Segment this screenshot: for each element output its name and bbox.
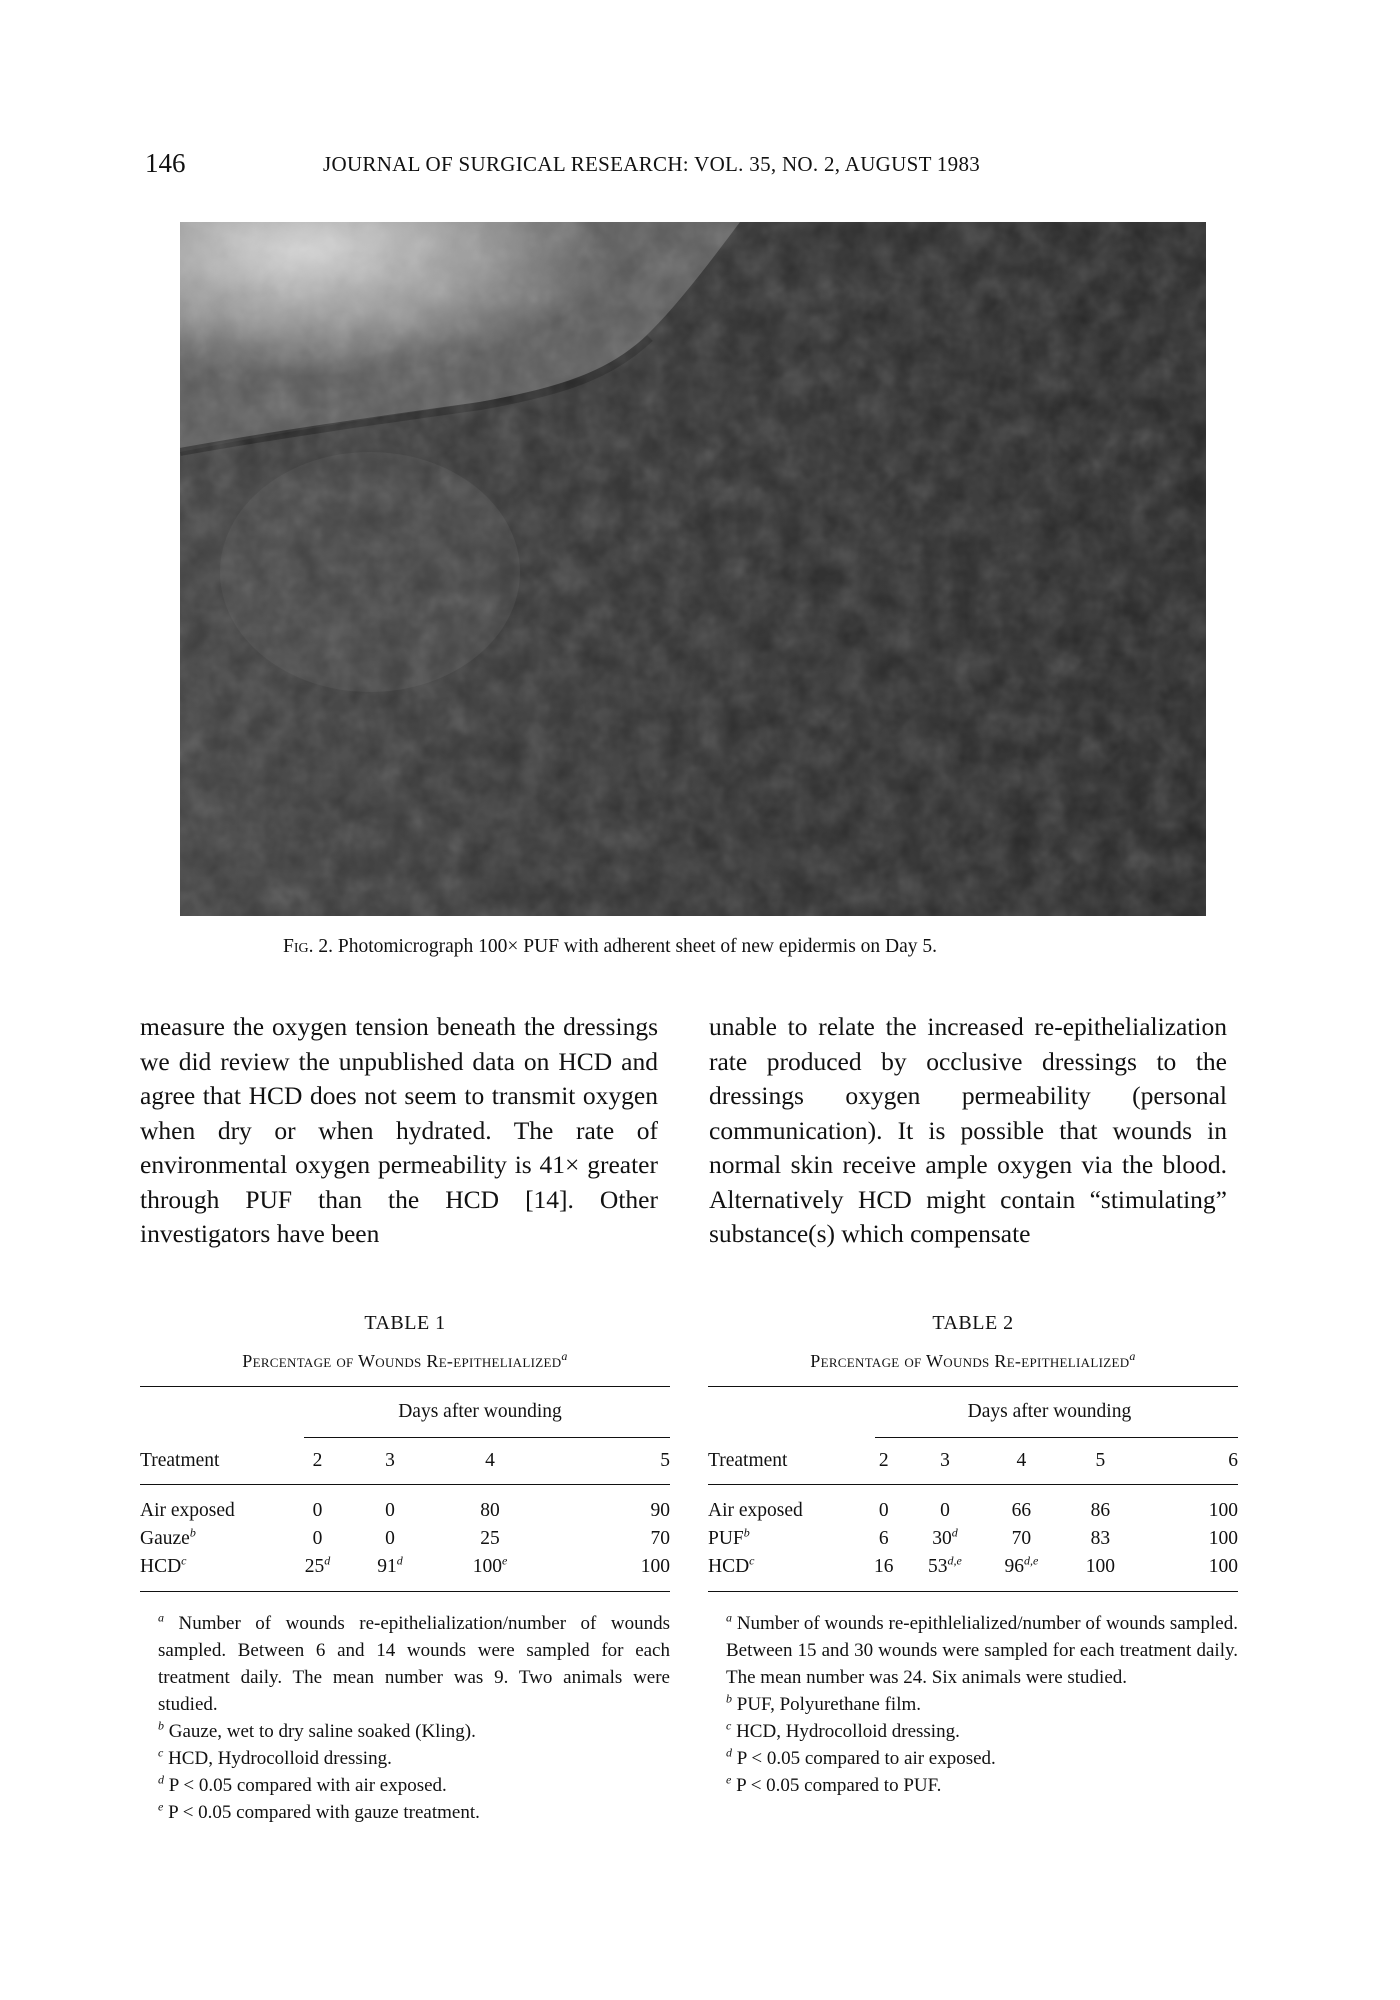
table-cell <box>1141 1525 1238 1553</box>
cell-value: 6 <box>878 1528 889 1549</box>
table-2-grid <box>708 1387 1238 1497</box>
table-cell <box>545 1553 670 1581</box>
cell-value: 0 <box>312 1528 323 1549</box>
table-title: Percentage of Wounds Re-epithelialized$^a$ <box>242 1349 568 1371</box>
column-header-day: 4 <box>1016 1450 1027 1471</box>
body-text-right-column: unable to relate the increased re-epithelialization rate produced by occlusive dressings to the dressings oxygen permeability (personal communication). It is possible that wounds in normal skin receive ample oxygen via the blood. Alternatively HCD might contain “stimulating” substance(s) which compensate <box>709 1012 1227 1248</box>
cell-value: 90 <box>650 1500 670 1521</box>
table-1-body <box>140 1497 670 1581</box>
footnote-mark: c <box>181 1553 187 1568</box>
table-row <box>708 1525 1238 1553</box>
table-cell <box>435 1525 545 1553</box>
cell-value: 80 <box>480 1500 500 1521</box>
treatment-name: HCD <box>140 1556 182 1577</box>
treatment-name: Air exposed <box>708 1500 803 1521</box>
table-1-footnotes <box>140 1610 670 1826</box>
treatment-name: HCD <box>708 1556 750 1577</box>
table-number: TABLE 2 <box>932 1312 1014 1334</box>
table-footnote <box>708 1691 1238 1718</box>
table-footnote <box>140 1772 670 1799</box>
cell-value: 86 <box>1090 1500 1111 1521</box>
footnote-text: Gauze, wet to dry saline soaked (Kling). <box>168 1721 476 1742</box>
table-cell <box>1141 1497 1238 1525</box>
table-footnote <box>708 1772 1238 1799</box>
row-label <box>708 1553 861 1581</box>
footnote-text: HCD, Hydrocolloid dressing. <box>168 1748 392 1769</box>
table-spanner: Days after wounding <box>398 1401 562 1422</box>
table-row <box>708 1497 1238 1525</box>
table-1-grid <box>140 1387 670 1497</box>
table-cell <box>1060 1553 1142 1581</box>
cell-value: 25 <box>480 1528 500 1549</box>
footnote-text: P < 0.05 compared with air exposed. <box>168 1775 447 1796</box>
table-cell <box>907 1497 983 1525</box>
table-footnote <box>708 1718 1238 1745</box>
cell-value: 0 <box>940 1500 950 1521</box>
cell-value: 0 <box>385 1500 395 1521</box>
cell-value: 100 <box>640 1556 670 1577</box>
row-label <box>708 1497 861 1525</box>
footnote-mark: d <box>158 1772 164 1787</box>
table-footnote <box>140 1610 670 1718</box>
table-spanner: Days after wounding <box>967 1401 1132 1422</box>
footnote-mark: e <box>501 1553 508 1568</box>
cell-value: 53 <box>928 1556 948 1577</box>
table-cell <box>1060 1525 1142 1553</box>
cell-value: 0 <box>878 1500 889 1521</box>
column-header-day: 4 <box>485 1450 495 1471</box>
table-cell <box>907 1525 983 1553</box>
table-footnote <box>708 1745 1238 1772</box>
figure-label: Fig. 2. <box>283 936 333 957</box>
running-header <box>145 148 1085 188</box>
table-cell <box>545 1525 670 1553</box>
row-label <box>708 1525 861 1553</box>
footnote-mark: e <box>726 1772 732 1787</box>
table-title: Percentage of Wounds Re-epithelialized$^a$ <box>810 1349 1136 1371</box>
footnote-mark: b <box>189 1525 196 1540</box>
table-cell <box>545 1497 670 1525</box>
cell-value: 91 <box>377 1556 397 1577</box>
cell-value: 25 <box>304 1556 325 1577</box>
table-row <box>140 1525 670 1553</box>
body-text-left-column: measure the oxygen tension beneath the dressings we did review the unpublished data on HCD and agree that HCD does not seem to transmit oxygen when dry or when hydrated. The rate of environmental oxygen permeability is 41× greater through PUF than the HCD [14]. Other investigators have been <box>140 1012 658 1248</box>
table-row <box>708 1553 1238 1581</box>
table-2-footnotes <box>708 1610 1238 1799</box>
treatment-name: PUF <box>708 1528 744 1549</box>
cell-value: 96 <box>1004 1556 1024 1577</box>
table-cell <box>861 1497 907 1525</box>
footnote-text: P < 0.05 compared to PUF. <box>736 1775 942 1796</box>
footnote-mark: b <box>743 1525 750 1540</box>
figure-caption <box>283 936 937 958</box>
treatment-name: Gauze <box>140 1528 190 1549</box>
table-footnote <box>140 1799 670 1826</box>
footnote-text: Number of wounds re-epithelialization/number of wounds sampled. Between 6 and 14 wounds were sampled for each treatment daily. The mean number was 9. Two animals were studied. <box>158 1613 671 1715</box>
table-row <box>140 1497 670 1525</box>
column-header-treatment: Treatment <box>708 1450 788 1471</box>
table-cell <box>983 1525 1059 1553</box>
treatment-name: Air exposed <box>140 1500 235 1521</box>
table-footnote <box>140 1718 670 1745</box>
column-header-day: 3 <box>940 1450 950 1471</box>
footnote-text: HCD, Hydrocolloid dressing. <box>736 1721 960 1742</box>
column-header-day: 3 <box>385 1450 395 1471</box>
footnote-text: Number of wounds re-epithlelialized/number of wounds sampled. Between 15 and 30 wounds were sampled for each treatment daily. The mean number was 24. Six animals were studied. <box>726 1613 1238 1688</box>
footnote-mark: c <box>158 1745 164 1760</box>
table-cell <box>1060 1497 1142 1525</box>
table-1 <box>140 1312 670 1826</box>
figure-caption-text: Photomicrograph 100× PUF with adherent sheet of new epidermis on Day 5. <box>337 936 938 957</box>
footnote-text: P < 0.05 compared to air exposed. <box>736 1748 996 1769</box>
footnote-mark: c <box>749 1553 755 1568</box>
table-cell <box>290 1497 345 1525</box>
cell-value: 66 <box>1011 1500 1032 1521</box>
table-cell <box>290 1553 345 1581</box>
table-2-body <box>708 1497 1238 1581</box>
footnote-mark: b <box>158 1718 164 1733</box>
row-label <box>140 1553 290 1581</box>
table-2 <box>708 1312 1238 1799</box>
table-footnote <box>708 1610 1238 1691</box>
column-header-day: 2 <box>312 1450 323 1471</box>
table-cell <box>1141 1553 1238 1581</box>
cell-value: 0 <box>312 1500 323 1521</box>
cell-value: 70 <box>1011 1528 1032 1549</box>
cell-value: 100 <box>1085 1556 1115 1577</box>
table-cell <box>983 1497 1059 1525</box>
table-cell <box>907 1553 983 1581</box>
cell-value: 100 <box>472 1556 502 1577</box>
table-cell <box>435 1553 545 1581</box>
table-cell <box>290 1525 345 1553</box>
footnote-text: PUF, Polyurethane film. <box>736 1694 921 1715</box>
table-cell <box>345 1553 435 1581</box>
footnote-mark: b <box>726 1691 732 1706</box>
footnote-mark: c <box>726 1718 732 1733</box>
column-header-day: 5 <box>660 1450 670 1471</box>
footnote-mark: a <box>158 1610 164 1625</box>
column-header-day: 2 <box>878 1450 889 1471</box>
journal-title: JOURNAL OF SURGICAL RESEARCH: VOL. 35, NO. 2, AUGUST 1983 <box>323 152 981 176</box>
column-header-day: 6 <box>1228 1450 1238 1471</box>
row-label <box>140 1497 290 1525</box>
page-number: 146 <box>145 148 186 178</box>
table-cell <box>861 1525 907 1553</box>
table-cell <box>345 1525 435 1553</box>
table-footnote <box>140 1745 670 1772</box>
column-header-day: 5 <box>1095 1450 1106 1471</box>
footnote-mark: d,e <box>947 1553 962 1568</box>
table-cell <box>983 1553 1059 1581</box>
footnote-text: P < 0.05 compared with gauze treatment. <box>168 1802 480 1823</box>
cell-value: 0 <box>385 1528 395 1549</box>
footnote-mark: a <box>726 1610 732 1625</box>
cell-value: 83 <box>1090 1528 1111 1549</box>
footnote-mark: e <box>158 1799 164 1814</box>
cell-value: 100 <box>1208 1556 1238 1577</box>
footnote-mark: d <box>396 1553 403 1568</box>
footnote-mark: d,e <box>1023 1553 1039 1568</box>
cell-value: 30 <box>932 1528 952 1549</box>
cell-value: 100 <box>1208 1528 1238 1549</box>
cell-value: 70 <box>650 1528 670 1549</box>
column-header-treatment: Treatment <box>140 1450 220 1471</box>
photomicrograph-image <box>180 222 1206 916</box>
footnote-mark: d <box>324 1553 331 1568</box>
table-row <box>140 1553 670 1581</box>
row-label <box>140 1525 290 1553</box>
table-number: TABLE 1 <box>364 1312 446 1334</box>
footnote-mark: d <box>726 1745 732 1760</box>
table-cell <box>345 1497 435 1525</box>
cell-value: 16 <box>874 1556 894 1577</box>
table-cell <box>435 1497 545 1525</box>
cell-value: 100 <box>1208 1500 1238 1521</box>
footnote-mark: d <box>951 1525 958 1540</box>
table-cell <box>861 1553 907 1581</box>
